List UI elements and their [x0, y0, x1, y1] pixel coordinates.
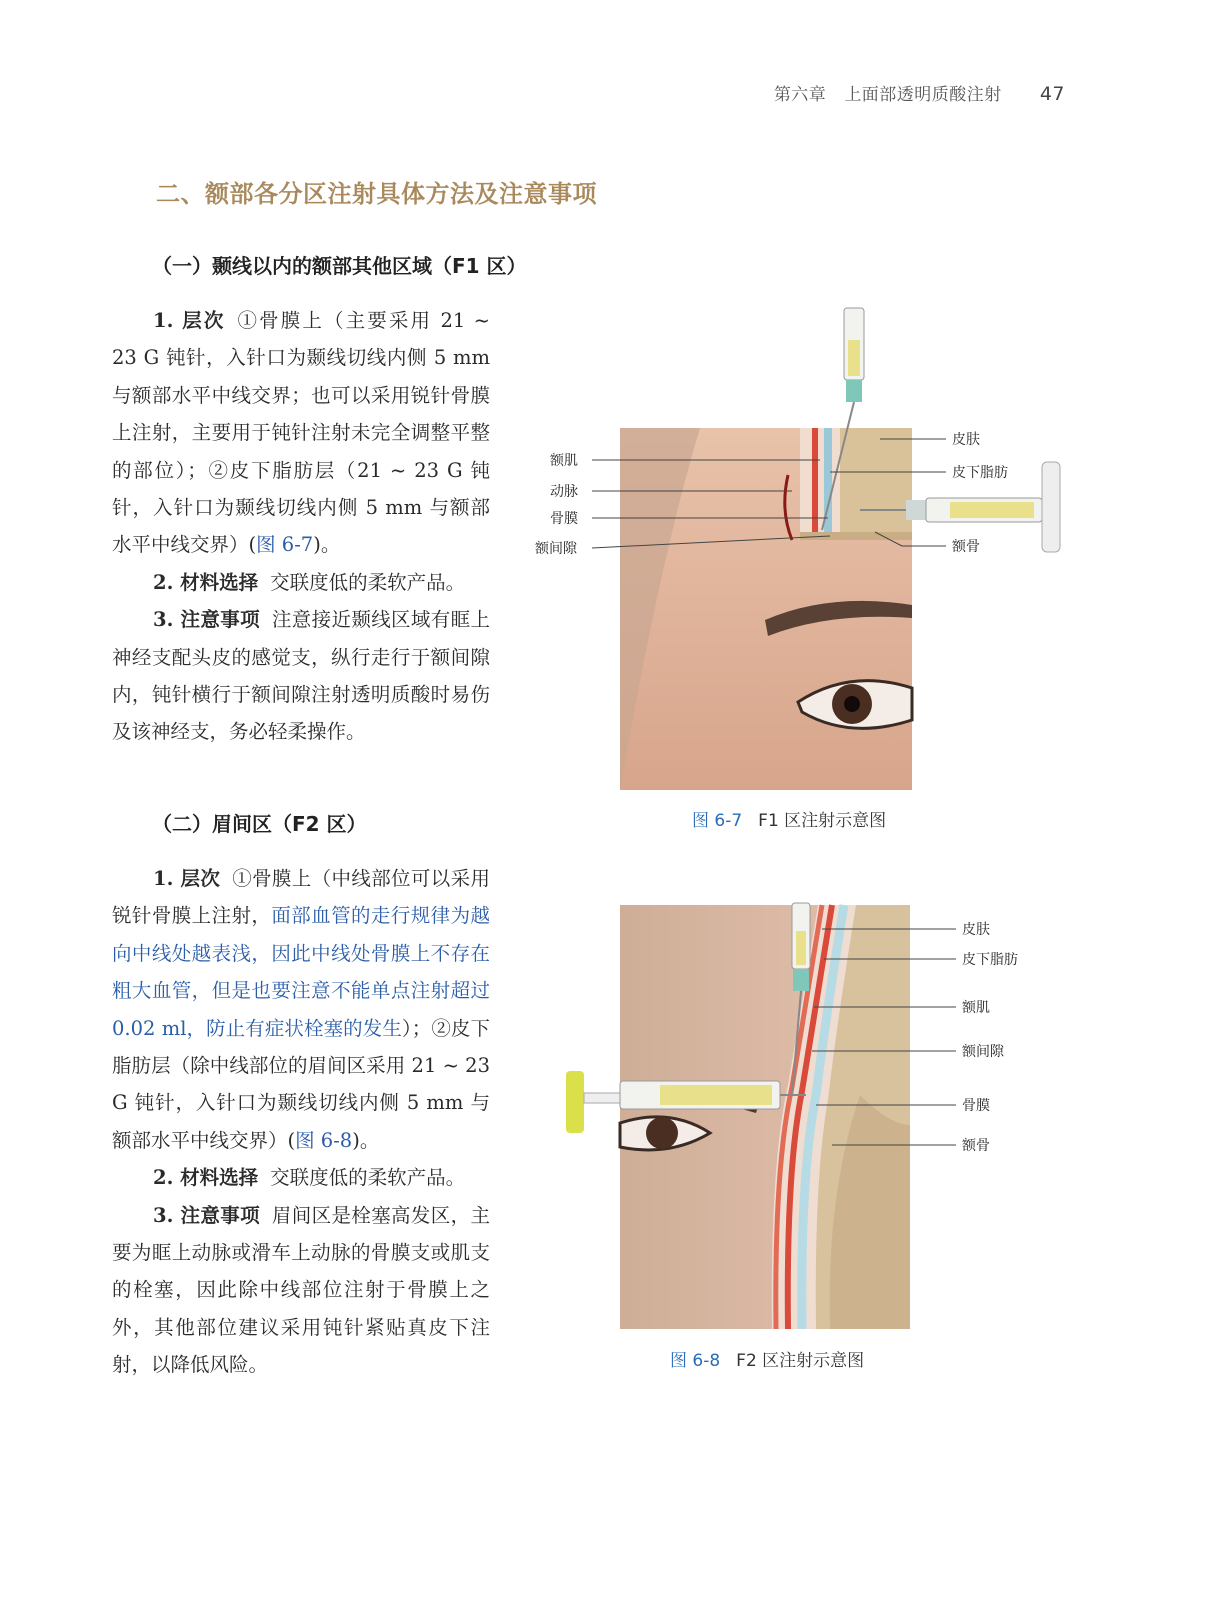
figure-6-8-illustration — [560, 895, 1060, 1335]
bone-layer — [840, 428, 912, 532]
paragraph-label: 2. 材料选择 — [153, 1166, 259, 1190]
label-artery: 动脉 — [550, 484, 578, 500]
paragraph-text: 交联度低的柔软产品。 — [270, 570, 466, 594]
bone-edge — [800, 532, 912, 540]
page-number: 47 — [1039, 83, 1065, 105]
figure-caption-text: F1 区注射示意图 — [758, 811, 887, 831]
label-subcutaneous-fat: 皮下脂肪 — [952, 465, 1008, 481]
label-frontalis: 额肌 — [962, 1000, 990, 1016]
paragraph-label: 3. 注意事项 — [153, 608, 260, 632]
running-header — [774, 80, 1065, 105]
label-periosteum: 骨膜 — [962, 1098, 990, 1114]
paragraph-text: ①骨膜上（中线部位可以采用锐针骨膜上注射， — [112, 867, 490, 928]
label-skin: 皮肤 — [962, 922, 990, 938]
paragraph-label: 2. 材料选择 — [153, 570, 259, 594]
label-frontalis: 额肌 — [550, 453, 578, 469]
paragraph-text-end: )。 — [352, 1128, 380, 1152]
paragraph-layer — [112, 860, 490, 1159]
paragraph-text: 注意接近颞线区域有眶上神经支配头皮的感觉支，纵行走行于额间隙内，钝针横行于额间隙注射透明质酸时易伤及该神经支，务必轻柔操作。 — [112, 608, 490, 744]
figure-6-7-illustration — [530, 300, 1080, 800]
paragraph-label: 1. 层次 — [153, 309, 226, 332]
paragraph-caution — [112, 1197, 490, 1384]
figure-6-7-caption — [692, 806, 886, 831]
label-frontal-bone: 额骨 — [952, 539, 980, 555]
label-frontal-space: 额间隙 — [962, 1044, 1004, 1060]
chapter-title: 上面部透明质酸注射 — [844, 85, 1002, 105]
paragraph-label: 1. 层次 — [153, 867, 221, 890]
paragraph-layer — [112, 302, 490, 564]
section-title: 二、额部各分区注射具体方法及注意事项 — [156, 180, 597, 208]
subsection-body-f2 — [112, 860, 490, 1384]
chapter-number: 第六章 — [773, 85, 827, 105]
paragraph-material — [112, 1159, 490, 1196]
iris-shape — [646, 1117, 678, 1149]
label-skin: 皮肤 — [952, 432, 980, 448]
figure-number: 图 6-7 — [692, 811, 743, 831]
subsection-title-f2: （二）眉间区（F2 区） — [152, 812, 367, 836]
subsection-body-f1 — [112, 302, 490, 751]
label-subcutaneous-fat: 皮下脂肪 — [962, 952, 1018, 968]
label-frontal-bone: 额骨 — [962, 1138, 990, 1154]
paragraph-text: 交联度低的柔软产品。 — [270, 1166, 466, 1190]
highlighted-text: 面部血管的走行规律为越向中线处越表浅，因此中线处骨膜上不存在粗大血管，但是也要注意不能单点注射超过 0.02 ml，防止有症状栓塞的发生 — [112, 904, 490, 1040]
figure-6-8-caption — [670, 1346, 864, 1371]
paragraph-text: 眉间区是栓塞高发区，主要为眶上动脉或滑车上动脉的骨膜支或肌支的栓塞，因此除中线部位注射于骨膜上之外，其他部位建议采用钝针紧贴真皮下注射，以降低风险。 — [112, 1203, 490, 1377]
paragraph-material — [112, 564, 490, 601]
label-frontal-space: 额间隙 — [535, 541, 577, 557]
figure-number: 图 6-8 — [670, 1351, 721, 1371]
paragraph-label: 3. 注意事项 — [153, 1203, 260, 1227]
paragraph-text: ）；②皮下脂肪层（除中线部位的眉间区采用 21 ~ 23 G 钝针，入针口为颞线切线内侧 5 mm 与额部水平中线交界）( — [112, 1016, 490, 1152]
figure-reference-link[interactable]: 图 6-7 — [256, 533, 314, 557]
paragraph-text-end: )。 — [313, 533, 341, 557]
label-periosteum: 骨膜 — [550, 511, 578, 527]
paragraph-text: ①骨膜上（主要采用 21 ~ 23 G 钝针，入针口为颞线切线内侧 5 mm 与额部水平中线交界；也可以采用锐针骨膜上注射，主要用于钝针注射未完全调整平整的部位）；②皮下脂肪层（21 ~ 23 G 钝针，入针口为颞线切线内侧 5 mm 与额部水平中线交界）( — [112, 309, 490, 557]
pupil-shape — [844, 696, 860, 712]
figure-reference-link[interactable]: 图 6-8 — [295, 1128, 353, 1152]
paragraph-caution — [112, 601, 490, 751]
figure-caption-text: F2 区注射示意图 — [736, 1351, 865, 1371]
subsection-title-f1: （一）颞线以内的额部其他区域（F1 区） — [152, 254, 527, 278]
